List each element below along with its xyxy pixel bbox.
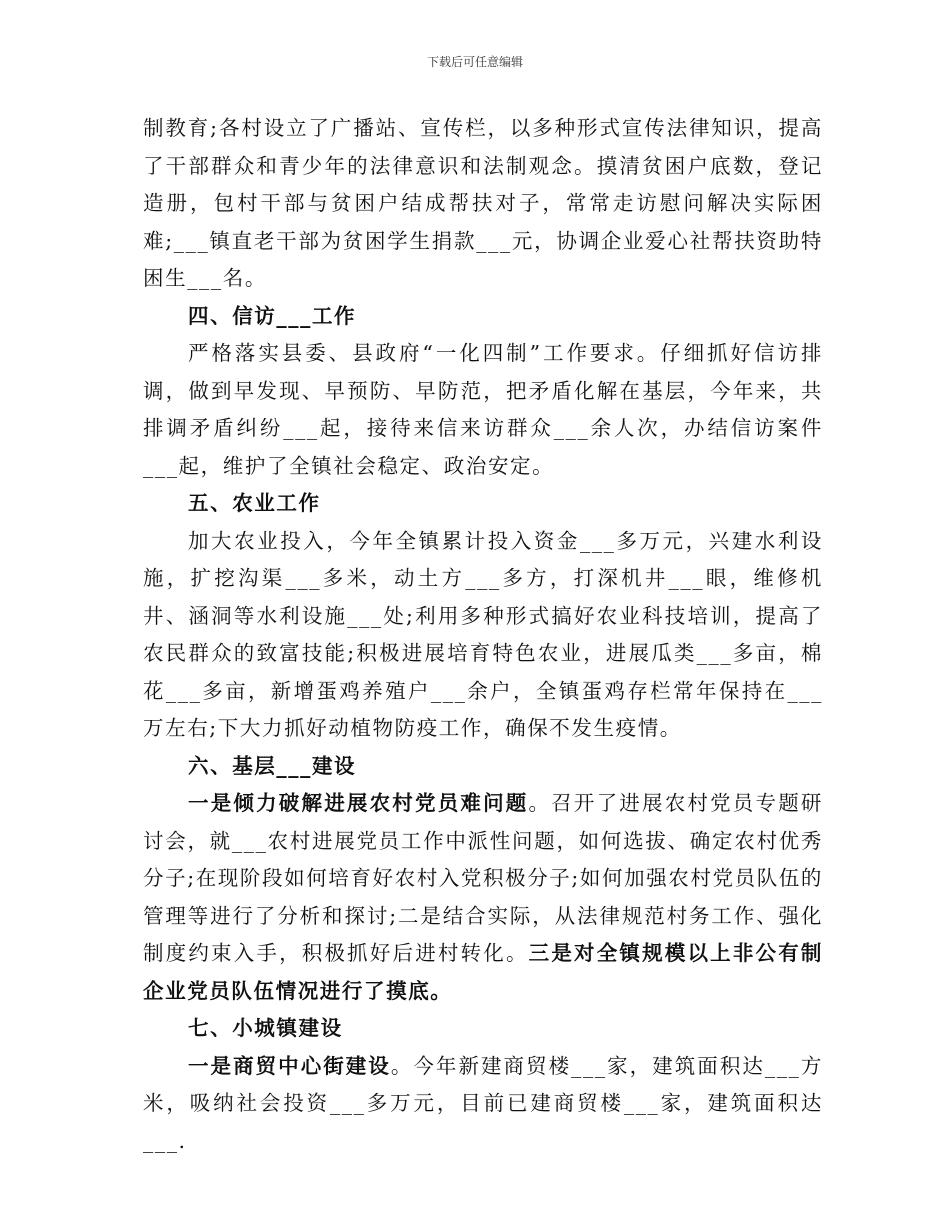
- paragraph-continued: 制教育;各村设立了广播站、宣传栏，以多种形式宣传法律知识，提高了干部群众和青少年的法律意识和法制观念。摸清贫困户底数，登记造册，包村干部与贫困户结成帮扶对子，常常走访慰问解决实际困难;___镇直老干部为贫困学生捐款___元，协调企业爱心社帮扶资助特困生___名。: [143, 116, 823, 290]
- section-heading-4: 四、信访___工作: [188, 303, 357, 328]
- section-6-lead: 一是倾力破解进展农村党员难问题: [188, 791, 529, 815]
- section-6-text: 。召开了进展农村党员专题研讨会，就___农村进展党员工作中派性问题，如何选拔、确定农村优秀分子;在现阶段如何培育好农村入党积极分子;如何加强农村党员队伍的管理等进行了分析和探讨;二是结合实际，从法律规范村务工作、强化制度约束入手，积极抓好后进村转化。: [143, 791, 824, 965]
- section-heading-7: 七、小城镇建设: [188, 1016, 343, 1040]
- section-heading-6: 六、基层___建设: [188, 753, 357, 778]
- section-6-body: [143, 785, 823, 1010]
- page-header-note: 下载后可任意编辑: [426, 55, 523, 69]
- section-6-tail: 三是对全镇规模以上非公有制企业党员队伍情况进行了摸底。: [143, 941, 823, 1003]
- section-7-lead: 一是商贸中心街建设: [188, 1053, 391, 1078]
- section-7-body: [143, 1048, 823, 1161]
- section-heading-5: 五、农业工作: [188, 491, 321, 515]
- section-4-body: 严格落实县委、县政府“一化四制”工作要求。仔细抓好信访排调，做到早发现、早预防、早防范，把矛盾化解在基层，今年来，共排调矛盾纠纷___起，接待来信来访群众___余人次，办结信访案件___起，维护了全镇社会稳定、政治安定。: [143, 341, 823, 478]
- document-body: [143, 110, 823, 1160]
- section-7-text: 。今年新建商贸楼___家，建筑面积达___方米，吸纳社会投资___多万元，目前已建商贸楼___家，建筑面积达___.: [143, 1053, 823, 1153]
- section-5-body: 加大农业投入，今年全镇累计投入资金___多万元，兴建水利设施，扩挖沟渠___多米，动土方___多方，打深机井___眼，维修机井、涵洞等水利设施___处;利用多种形式搞好农业科技培训，提高了农民群众的致富技能;积极进展培育特色农业，进展瓜类___多亩，棉花___多亩，新增蛋鸡养殖户___余户，全镇蛋鸡存栏常年保持在___万左右;下大力抓好动植物防疫工作，确保不发生疫情。: [143, 528, 823, 740]
